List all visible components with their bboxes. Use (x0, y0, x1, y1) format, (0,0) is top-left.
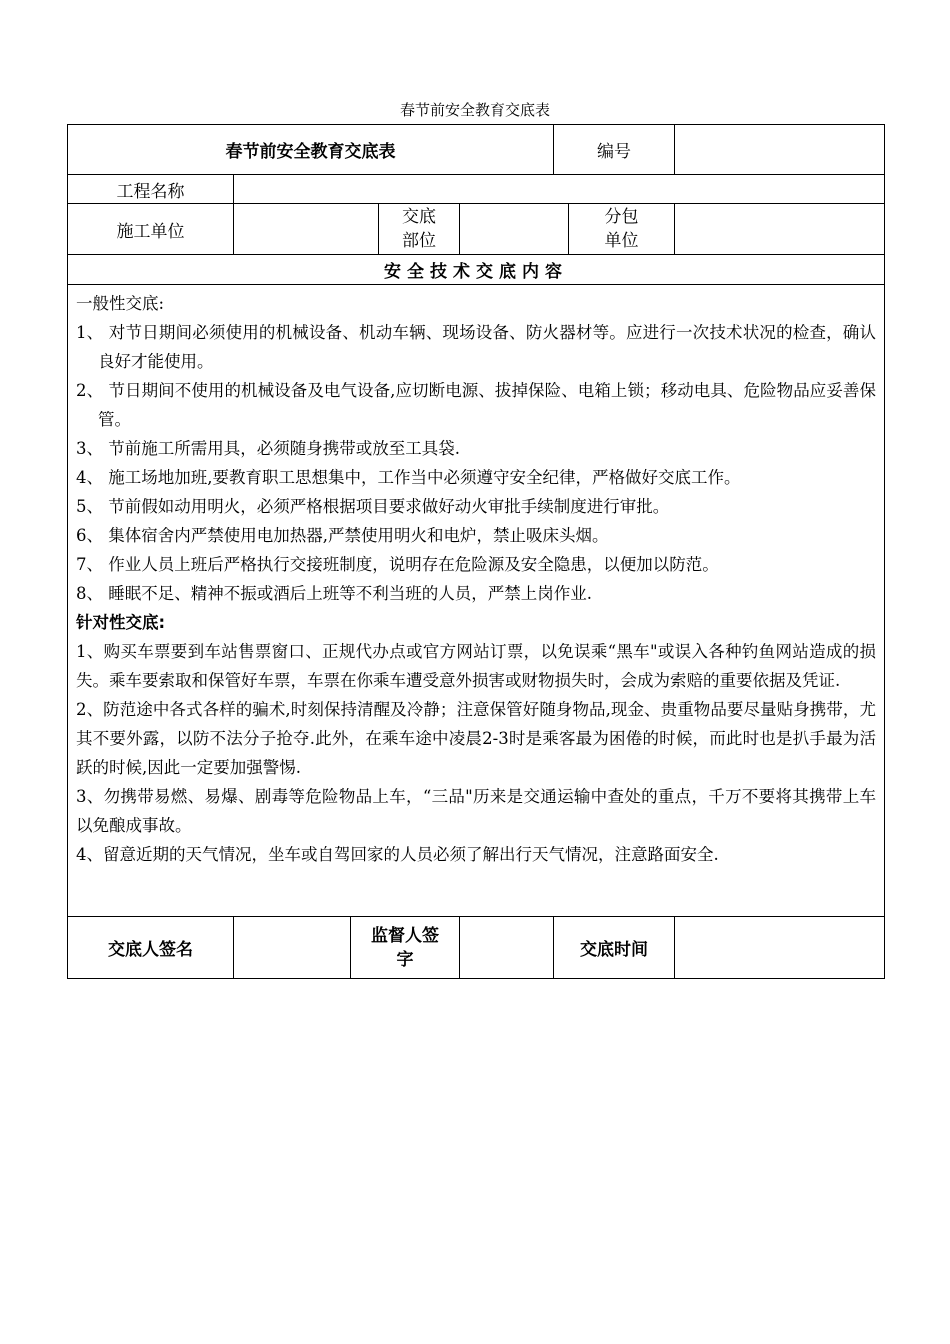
construction-unit-label: 施工单位 (68, 204, 234, 255)
general-item-3: 3、 节前施工所需用具，必须随身携带或放至工具袋. (76, 439, 460, 458)
targeted-heading: 针对性交底: (76, 613, 166, 632)
supervisor-signature-field[interactable] (460, 917, 554, 979)
form-title: 春节前安全教育交底表 (68, 125, 554, 175)
project-name-label: 工程名称 (68, 175, 234, 204)
project-name-field[interactable] (234, 175, 885, 204)
discloser-signature-field[interactable] (234, 917, 351, 979)
targeted-item-1: 1、购买车票要到车站售票窗口、正规代办点或官方网站订票，以免误乘“黑车"或误入各种钓鱼网站造成的损失。乘车要索取和保管好车票，车票在你乘车遭受意外损害或财物损失时，会成为索赔的重要依据及凭证. (76, 642, 876, 690)
supervisor-signature-label-line2: 字 (396, 949, 414, 970)
targeted-item-4: 4、留意近期的天气情况，坐车或自驾回家的人员必须了解出行天气情况，注意路面安全. (76, 845, 719, 864)
supervisor-signature-label (351, 917, 460, 979)
general-item-2: 2、 节日期间不使用的机械设备及电气设备,应切断电源、拔掉保险、电箱上锁；移动电具、危险物品应妥善保管。 (76, 381, 876, 429)
disclosure-part-label-line2: 部位 (402, 231, 436, 251)
general-item-7: 7、 作业人员上班后严格执行交接班制度，说明存在危险源及安全隐患，以便加以防范。 (76, 555, 719, 574)
number-label: 编号 (554, 125, 675, 175)
general-item-1: 1、 对节日期间必须使用的机械设备、机动车辆、现场设备、防火器材等。应进行一次技术状况的检查，确认良好才能使用。 (76, 323, 876, 371)
disclosure-part-label-line1: 交底 (402, 207, 436, 227)
disclosure-time-label: 交底时间 (554, 917, 675, 979)
general-item-8: 8、 睡眠不足、精神不振或酒后上班等不利当班的人员，严禁上岗作业. (76, 584, 592, 603)
subcontract-unit-label (569, 204, 675, 255)
discloser-signature-label: 交底人签名 (68, 917, 234, 979)
disclosure-part-label (379, 204, 460, 255)
safety-content (68, 285, 885, 917)
subcontract-unit-label-line1: 分包 (604, 207, 639, 227)
targeted-item-2: 2、防范途中各式各样的骗术,时刻保持清醒及冷静；注意保管好随身物品,现金、贵重物品要尽量贴身携带，尤其不要外露，以防不法分子抢夺.此外，在乘车途中凌晨2-3时是乘客最为困倦的时候，而此时也是扒手最为活跃的时候,因此一定要加强警惕. (76, 700, 876, 777)
number-field[interactable] (675, 125, 885, 175)
section-heading: 安全技术交底内容 (68, 255, 885, 285)
subcontract-unit-label-line2: 单位 (604, 231, 639, 251)
general-item-5: 5、 节前假如动用明火，必须严格根据项目要求做好动火审批手续制度进行审批。 (76, 497, 670, 516)
disclosure-part-field[interactable] (460, 204, 569, 255)
page-caption: 春节前安全教育交底表 (399, 101, 550, 119)
construction-unit-field[interactable] (234, 204, 379, 255)
subcontract-unit-field[interactable] (675, 204, 885, 255)
general-heading: 一般性交底: (76, 294, 165, 313)
supervisor-signature-label-line1: 监督人签 (371, 925, 439, 946)
disclosure-form-table (67, 124, 885, 979)
general-item-4: 4、 施工场地加班,要教育职工思想集中，工作当中必须遵守安全纪律，严格做好交底工作。 (76, 468, 741, 487)
targeted-item-3: 3、勿携带易燃、易爆、剧毒等危险物品上车，“三品"历来是交通运输中查处的重点，千万不要将其携带上车以免酿成事故。 (76, 787, 876, 835)
disclosure-time-field[interactable] (675, 917, 885, 979)
general-item-6: 6、 集体宿舍内严禁使用电加热器,严禁使用明火和电炉，禁止吸床头烟。 (76, 526, 609, 545)
